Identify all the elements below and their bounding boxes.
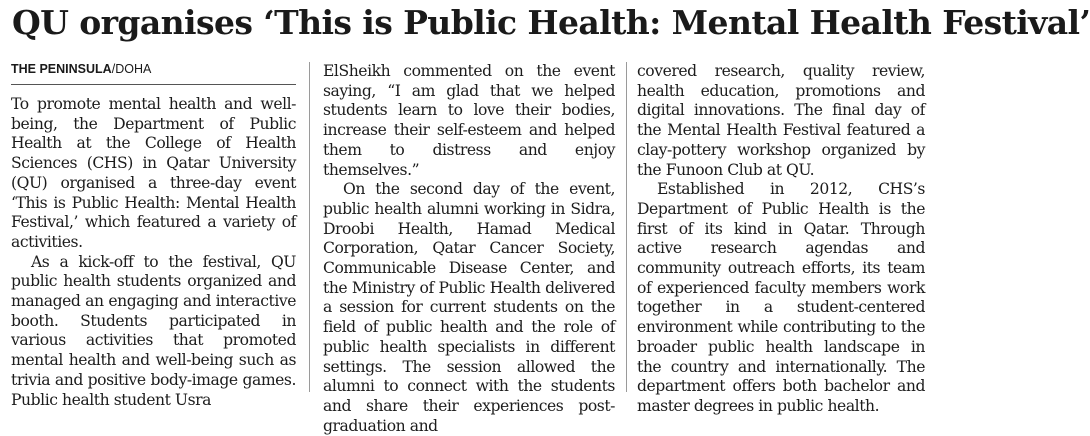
byline-separator: / [111,62,116,76]
paragraph: To promote mental health and well-being, the Department of Public Health at the College of Health Sciences (CHS) in Qatar University (QU) organised a three-day event ‘This is Public Health: Mental Health Festival,’ which featured a variety of activities. [11,95,296,251]
column-divider [626,62,627,392]
paragraph: On the second day of the event, public health alumni working in Sidra, Droobi Health, Hamad Medical Corporation, Qatar Cancer Society, Communicable Disease Center, and the Ministry of Public Health delivered a session for current students on the field of public health and the role of public health specialists in different settings. The session allowed the alumni to connect with the students and share their experiences post-graduation and [323,180,615,435]
article-column-1 [11,62,296,410]
headline: QU organises ‘This is Public Health: Mental Health Festival’ [12,3,1090,42]
paragraph: Established in 2012, CHS’s Department of Public Health is the first of its kind in Qatar. Through active research agendas and community outreach efforts, its team of experienced faculty members work together in a student-centered environment while contributing to the broader public health landscape in the country and internationally. The department offers both bachelor and master degrees in public health. [637,180,925,415]
column-divider [309,62,310,392]
byline-location: DOHA [115,62,152,76]
article-column-3 [637,62,925,417]
paragraph: covered research, quality review, health education, promotions and digital innovations. The final day of the Mental Health Festival featured a clay-pottery workshop organized by the Funoon Club at QU. [637,62,925,179]
byline [11,62,296,84]
byline-divider [11,84,296,85]
paragraph: As a kick-off to the festival, QU public health students organized and managed an engaging and interactive booth. Students participated in various activities that promoted mental health and well-being such as trivia and positive body-image games. Public health student Usra [11,252,296,409]
article-column-2 [323,62,615,436]
paragraph: ElSheikh commented on the event saying, “I am glad that we helped students learn to love their bodies, increase their self-esteem and helped them to distress and enjoy themselves.” [323,62,615,179]
byline-source: THE PENINSULA [11,62,112,76]
